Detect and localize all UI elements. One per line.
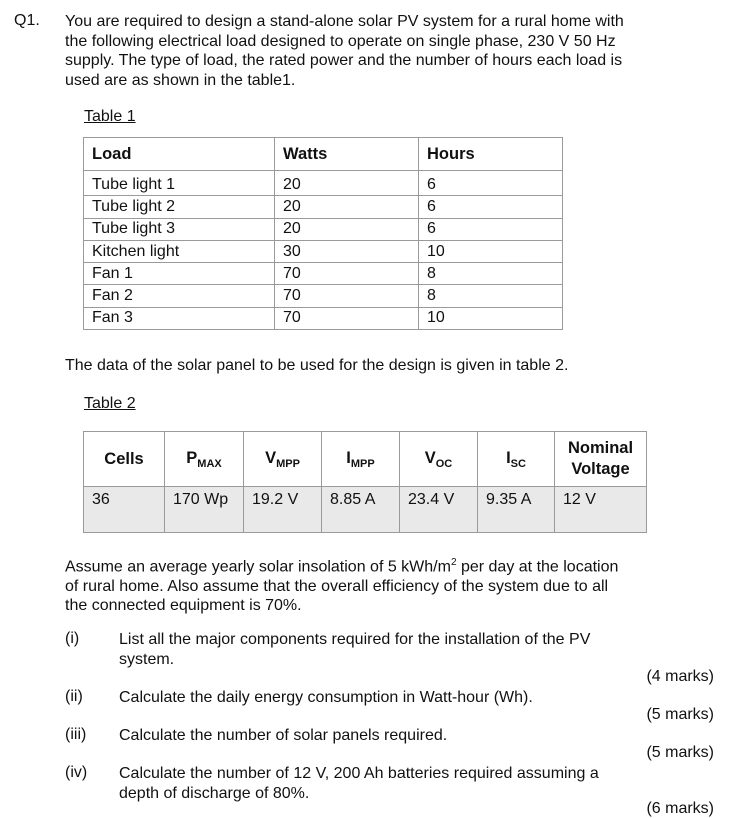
load-cell: Fan 1: [84, 263, 275, 285]
voltage-label: Voltage: [571, 460, 630, 478]
subquestion-marks: (5 marks): [646, 744, 714, 761]
nominal-voltage-value: 12 V: [555, 487, 647, 533]
pmax-symbol: P: [186, 448, 198, 467]
header-impp: [322, 432, 400, 487]
hours-cell: 6: [419, 196, 563, 218]
header-hours: Hours: [419, 138, 563, 171]
load-table: [83, 137, 563, 330]
panel-table: [83, 431, 647, 533]
nominal-label: Nominal: [567, 439, 634, 457]
subquestion-marks: (6 marks): [646, 800, 714, 817]
table-header-row: [84, 138, 563, 171]
watts-cell: 70: [275, 307, 419, 329]
hours-cell: 6: [419, 218, 563, 240]
assumption-text-2: per day at the location of rural home. Also assume that the overall efficiency of the system due to all the connected equipment is 70%.: [65, 558, 619, 615]
hours-cell: 8: [419, 285, 563, 307]
assumption-text-1: Assume an average yearly solar insolation of 5 kWh/m: [65, 558, 451, 576]
header-load: Load: [84, 138, 275, 171]
watts-cell: 20: [275, 196, 419, 218]
table-row: [84, 307, 563, 329]
impp-symbol: I: [346, 448, 351, 467]
subquestion-text: List all the major components required for the installation of the PV system.: [119, 631, 591, 668]
isc-value: 9.35 A: [478, 487, 555, 533]
question-intro: You are required to design a stand-alone solar PV system for a rural home with the following electrical load designed to operate on single phase, 230 V 50 Hz supply. The type of load, the rated power and the number of hours each load is used are as shown in the table1.: [65, 13, 624, 89]
watts-cell: 20: [275, 218, 419, 240]
hours-cell: 8: [419, 263, 563, 285]
table2-intro: The data of the solar panel to be used for the design is given in table 2.: [65, 357, 569, 374]
subquestion-number: (iii): [65, 726, 87, 743]
table-row: [84, 196, 563, 218]
table-row: [84, 285, 563, 307]
subquestion-number: (ii): [65, 688, 83, 705]
header-vmpp: [244, 432, 322, 487]
subquestion-text: Calculate the number of 12 V, 200 Ah batteries required assuming a depth of discharge of 80%.: [119, 765, 599, 802]
table-row: [84, 263, 563, 285]
vmpp-subscript: MPP: [276, 457, 300, 470]
assumption-paragraph: [65, 553, 625, 616]
table-header-row: [84, 432, 647, 487]
watts-cell: 20: [275, 171, 419, 196]
load-cell: Tube light 2: [84, 196, 275, 218]
voc-symbol: V: [424, 448, 436, 467]
table-row: [84, 240, 563, 262]
header-pmax: [165, 432, 244, 487]
header-isc: [478, 432, 555, 487]
header-watts: Watts: [275, 138, 419, 171]
subquestion-text: Calculate the number of solar panels required.: [119, 727, 448, 744]
load-cell: Tube light 3: [84, 218, 275, 240]
question-number: Q1.: [14, 12, 40, 29]
pmax-value: 170 Wp: [165, 487, 244, 533]
table2-caption: Table 2: [84, 395, 136, 412]
cells-value: 36: [84, 487, 165, 533]
table-row: [84, 218, 563, 240]
isc-subscript: SC: [510, 457, 526, 470]
impp-subscript: MPP: [350, 457, 375, 470]
voc-value: 23.4 V: [400, 487, 478, 533]
assumption-superscript: 2: [450, 557, 457, 568]
table1-caption: Table 1: [84, 108, 136, 125]
isc-symbol: I: [506, 448, 511, 467]
subquestion-text: Calculate the daily energy consumption in Watt-hour (Wh).: [119, 689, 533, 706]
header-nominal-voltage: [555, 432, 647, 487]
header-cells: Cells: [84, 432, 165, 487]
hours-cell: 6: [419, 171, 563, 196]
table-row: [84, 487, 647, 533]
subquestion-number: (i): [65, 630, 80, 647]
vmpp-symbol: V: [265, 448, 277, 467]
subquestion-number: (iv): [65, 764, 88, 781]
header-voc: [400, 432, 478, 487]
watts-cell: 70: [275, 285, 419, 307]
hours-cell: 10: [419, 240, 563, 262]
vmpp-value: 19.2 V: [244, 487, 322, 533]
hours-cell: 10: [419, 307, 563, 329]
voc-subscript: OC: [435, 457, 453, 470]
load-cell: Fan 2: [84, 285, 275, 307]
load-cell: Tube light 1: [84, 171, 275, 196]
table-row: [84, 171, 563, 196]
load-cell: Kitchen light: [84, 240, 275, 262]
subquestion-marks: (5 marks): [646, 706, 714, 723]
impp-value: 8.85 A: [322, 487, 400, 533]
watts-cell: 70: [275, 263, 419, 285]
watts-cell: 30: [275, 240, 419, 262]
pmax-subscript: MAX: [197, 457, 222, 470]
load-cell: Fan 3: [84, 307, 275, 329]
subquestion-marks: (4 marks): [646, 668, 714, 685]
